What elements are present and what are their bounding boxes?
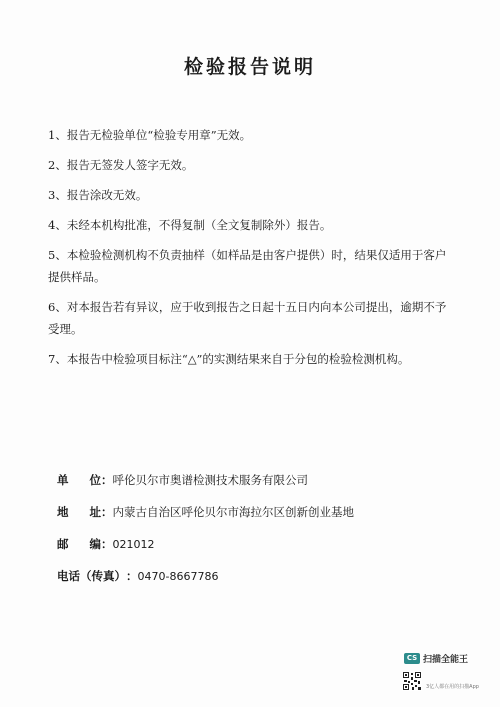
label-separator: ： bbox=[126, 569, 138, 583]
rules-list bbox=[48, 124, 448, 378]
rule-text: 3、报告涂改无效。 bbox=[48, 188, 148, 202]
qr-code-icon bbox=[402, 671, 422, 691]
unit-row bbox=[57, 468, 457, 492]
unit-label: 单位 bbox=[57, 473, 101, 487]
document-title: 检验报告说明 bbox=[183, 56, 316, 78]
rule-item-1 bbox=[48, 124, 448, 146]
rule-text: 4、未经本机构批准，不得复制（全文复制除外）报告。 bbox=[48, 218, 332, 232]
phone-row bbox=[57, 564, 457, 588]
rule-text: 2、报告无签发人签字无效。 bbox=[48, 158, 194, 172]
postcode-label: 邮编 bbox=[57, 537, 101, 551]
label-separator: ： bbox=[101, 505, 113, 519]
rule-item-2 bbox=[48, 154, 448, 176]
postcode-value: 021012 bbox=[112, 538, 155, 551]
unit-value: 呼伦贝尔市奥谱检测技术服务有限公司 bbox=[112, 473, 308, 487]
label-separator: ： bbox=[101, 473, 113, 487]
rule-text: 5、本检验检测机构不负责抽样（如样品是由客户提供）时，结果仅适用于客户提供样品。 bbox=[48, 248, 447, 284]
rule-item-4 bbox=[48, 214, 448, 236]
watermark-tagline: 3亿人都在用的扫描App bbox=[426, 684, 479, 690]
camscanner-logo-icon: CS bbox=[404, 653, 420, 664]
phone-label: 电话（传真） bbox=[57, 569, 126, 583]
rule-text: 7、本报告中检验项目标注“△”的实测结果来自于分包的检验检测机构。 bbox=[48, 352, 410, 366]
address-row bbox=[57, 500, 457, 524]
rule-item-6 bbox=[48, 296, 448, 340]
rule-item-7 bbox=[48, 348, 448, 370]
address-value: 内蒙古自治区呼伦贝尔市海拉尔区创新创业基地 bbox=[112, 505, 354, 519]
rule-item-3 bbox=[48, 184, 448, 206]
watermark-app-name: 扫描全能王 bbox=[423, 655, 469, 665]
rule-text: 1、报告无检验单位“检验专用章”无效。 bbox=[48, 128, 252, 142]
postcode-row bbox=[57, 532, 457, 556]
label-separator: ： bbox=[101, 537, 113, 551]
rule-item-5 bbox=[48, 244, 448, 288]
rule-text: 6、对本报告若有异议，应于收到报告之日起十五日内向本公司提出，逾期不予受理。 bbox=[48, 300, 447, 336]
contact-info bbox=[57, 468, 457, 596]
address-label: 地址 bbox=[57, 505, 101, 519]
phone-value: 0470-8667786 bbox=[137, 570, 219, 583]
